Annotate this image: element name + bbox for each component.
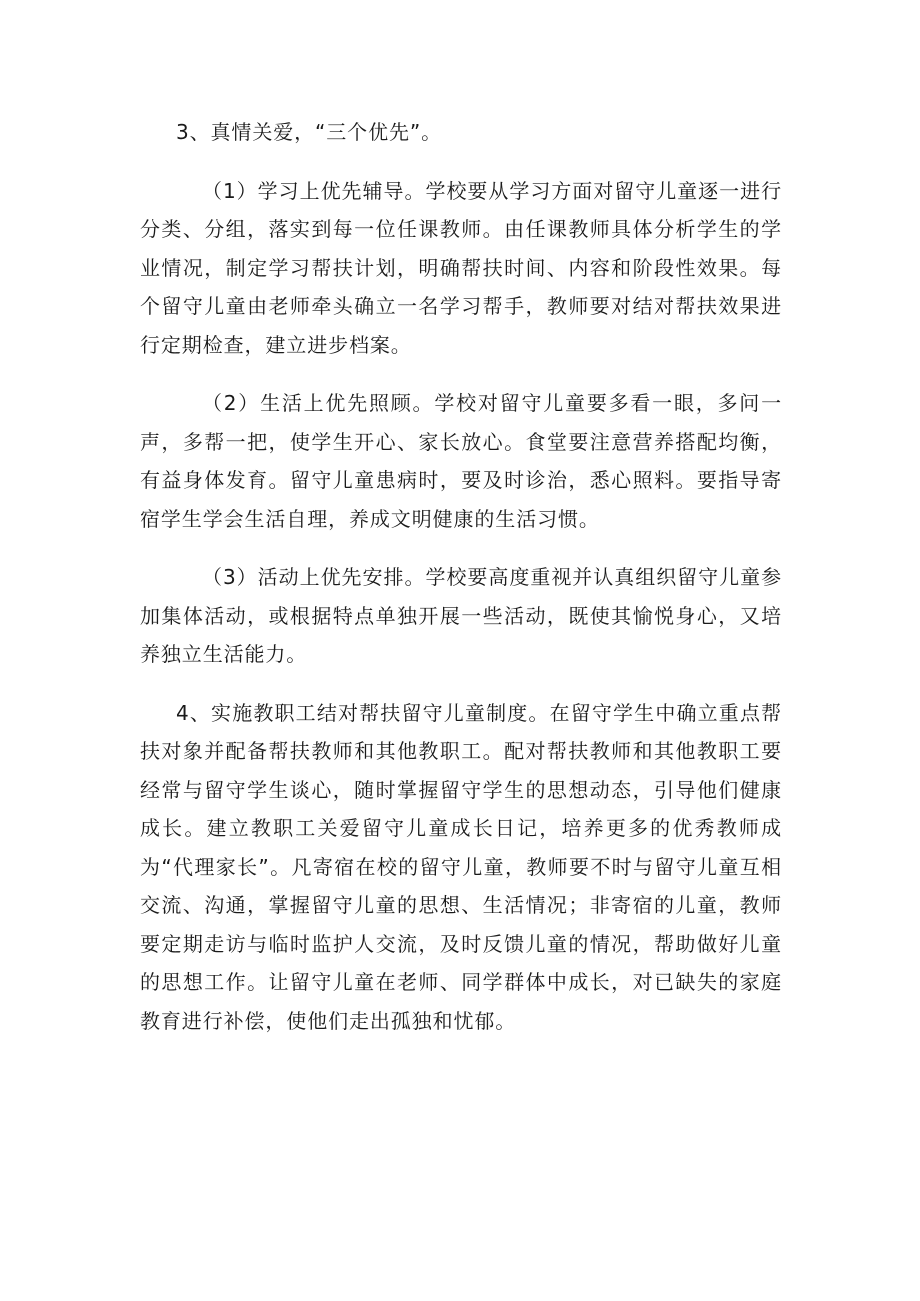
section-heading-3: 3、真情关爱，“三个优先”。: [176, 120, 443, 144]
paragraph-activity-priority: （3）活动上优先安排。学校要高度重视并认真组织留守儿童参加集体活动，或根据特点单独开展一些活动，既使其愉悦身心，又培养独立生活能力。: [140, 565, 782, 666]
paragraph-life-priority: （2）生活上优先照顾。学校对留守儿童要多看一眼，多问一声，多帮一把，使学生开心、家长放心。食堂要注意营养搭配均衡，有益身体发育。留守儿童患病时，要及时诊治，悉心照料。要指导寄宿学生学会生活自理，养成文明健康的生活习惯。: [140, 391, 782, 531]
document-body: [140, 113, 782, 1040]
section-paragraph-4: 4、实施教职工结对帮扶留守儿童制度。在留守学生中确立重点帮扶对象并配备帮扶教师和其他教职工。配对帮扶教师和其他教职工要经常与留守学生谈心，随时掌握留守学生的思想动态，引导他们健康成长。建立教职工关爱留守儿童成长日记，培养更多的优秀教师成为“代理家长”。凡寄宿在校的留守儿童，教师要不时与留守儿童互相交流、沟通，掌握留守儿童的思想、生活情况；非寄宿的儿童，教师要定期走访与临时监护人交流，及时反馈儿童的情况，帮助做好儿童的思想工作。让留守儿童在老师、同学群体中成长，对已缺失的家庭教育进行补偿，使他们走出孤独和忧郁。: [140, 700, 782, 1033]
paragraph-study-priority: （1）学习上优先辅导。学校要从学习方面对留守儿童逐一进行分类、分组，落实到每一位任课教师。由任课教师具体分析学生的学业情况，制定学习帮扶计划，明确帮扶时间、内容和阶段性效果。每个留守儿童由老师牵头确立一名学习帮手，教师要对结对帮扶效果进行定期检查，建立进步档案。: [140, 178, 782, 357]
